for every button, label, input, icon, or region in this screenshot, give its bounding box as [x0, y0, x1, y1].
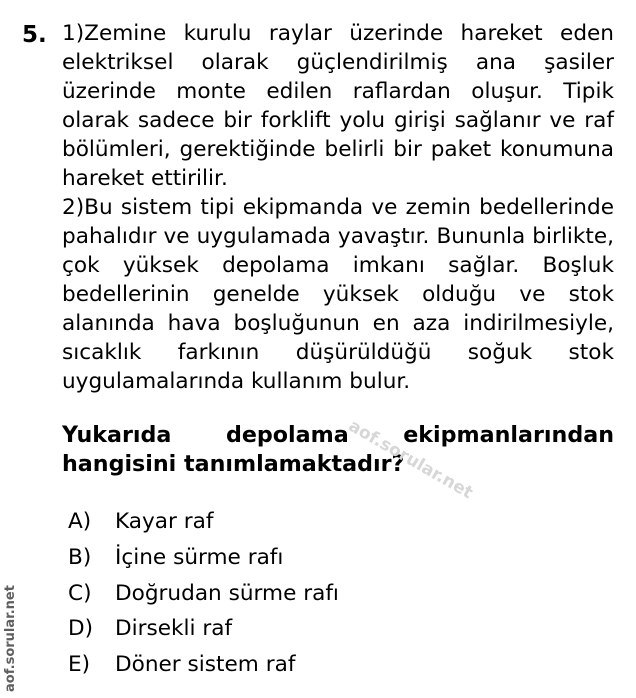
watermark-side: aof.sorular.net: [3, 585, 18, 692]
question-number: 5.: [22, 22, 47, 48]
option-letter: D): [68, 616, 94, 642]
question-paragraph-1: 1)Zemine kurulu raylar üzerinde hareket eden elektriksel olarak güçlendirilmiş ana şasiler üzerinde monte edilen raflardan oluşur. Tipik olarak sadece bir forklift yolu girişi sağlanır ve raf bölümleri, gerektiğinde belirli bir paket konumuna hareket ettirilir.: [62, 21, 614, 191]
option-letter: E): [68, 652, 91, 678]
option-text: Dirsekli raf: [115, 616, 233, 642]
option-c[interactable]: [68, 576, 339, 612]
option-letter: C): [68, 580, 92, 606]
option-letter: B): [68, 544, 92, 570]
option-text: Döner sistem raf: [115, 652, 296, 678]
option-e[interactable]: [68, 647, 339, 683]
option-text: Kayar raf: [115, 509, 214, 534]
question-prompt: Yukarıda depolama ekipmanlarından hangisini tanımlamaktadır?: [62, 422, 614, 477]
option-text: İçine sürme rafı: [115, 544, 284, 570]
answer-options: [68, 504, 339, 683]
option-d[interactable]: [68, 611, 339, 647]
option-text: Doğrudan sürme rafı: [115, 580, 339, 606]
question-paragraph-2: 2)Bu sistem tipi ekipmanda ve zemin bedellerinde pahalıdır ve uygulamada yavaştır. Bununla birlikte, çok yüksek depolama imkanı sağlar. Boşluk bedellerinin genelde yüksek olduğu ve stok alanında hava boşluğunun en aza indirilmesiyle, sıcaklık farkının düşürüldüğü soğuk stok uygulamalarında kullanım bulur.: [62, 195, 614, 394]
option-a[interactable]: [68, 504, 339, 540]
option-b[interactable]: [68, 540, 339, 576]
watermark-center: aof.sorular.net: [345, 416, 477, 504]
option-letter: A): [68, 509, 92, 534]
